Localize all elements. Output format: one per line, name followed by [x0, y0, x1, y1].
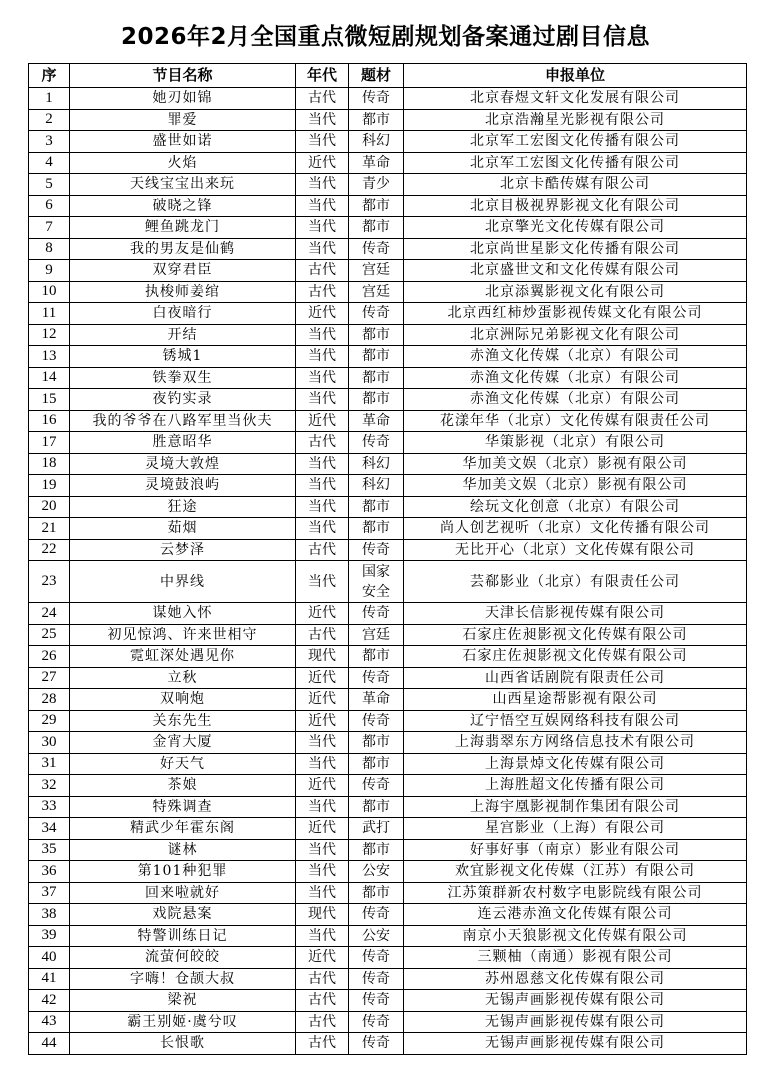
- cell-name: 锈城1: [70, 346, 296, 368]
- cell-no: 32: [29, 775, 70, 797]
- table-row: [29, 496, 747, 518]
- cell-unit: 好事好事（南京）影业有限公司: [404, 839, 747, 861]
- cell-no: 26: [29, 646, 70, 668]
- cell-name: 执梭师姜绾: [70, 281, 296, 303]
- cell-genre: 传奇: [349, 947, 404, 969]
- cell-name: 谋她入怀: [70, 603, 296, 625]
- table-row: [29, 925, 747, 947]
- cell-no: 11: [29, 303, 70, 325]
- cell-unit: 辽宁悟空互娱网络科技有限公司: [404, 710, 747, 732]
- cell-era: 古代: [296, 281, 349, 303]
- cell-no: 22: [29, 539, 70, 561]
- cell-unit: 北京军工宏图文化传播有限公司: [404, 131, 747, 153]
- table-row: [29, 389, 747, 411]
- header-name: 节目名称: [70, 64, 296, 88]
- cell-era: 当代: [296, 346, 349, 368]
- cell-era: 当代: [296, 367, 349, 389]
- cell-no: 37: [29, 882, 70, 904]
- table-row: [29, 88, 747, 110]
- cell-no: 6: [29, 195, 70, 217]
- cell-unit: 北京盛世文和文化传媒有限公司: [404, 260, 747, 282]
- table-row: [29, 818, 747, 840]
- cell-no: 18: [29, 453, 70, 475]
- cell-no: 38: [29, 904, 70, 926]
- table-row: [29, 518, 747, 540]
- cell-name: 字嗨！仓颉大叔: [70, 968, 296, 990]
- cell-unit: 无锡声画影视传媒有限公司: [404, 1011, 747, 1033]
- cell-genre: 革命: [349, 689, 404, 711]
- cell-genre: 传奇: [349, 968, 404, 990]
- cell-era: 当代: [296, 861, 349, 883]
- cell-unit: 上海翡翠东方网络信息技术有限公司: [404, 732, 747, 754]
- cell-unit: 华加美文娱（北京）影视有限公司: [404, 453, 747, 475]
- cell-name: 天线宝宝出来玩: [70, 174, 296, 196]
- header-row: [29, 64, 747, 88]
- cell-unit: 华加美文娱（北京）影视有限公司: [404, 475, 747, 497]
- cell-unit: 上海景焯文化传媒有限公司: [404, 753, 747, 775]
- cell-name: 灵境鼓浪屿: [70, 475, 296, 497]
- cell-era: 古代: [296, 260, 349, 282]
- table-row: [29, 1011, 747, 1033]
- cell-genre: 公安: [349, 925, 404, 947]
- cell-era: 现代: [296, 646, 349, 668]
- table-row: [29, 732, 747, 754]
- cell-genre: 公安: [349, 861, 404, 883]
- cell-name: 罪爱: [70, 109, 296, 131]
- cell-era: 当代: [296, 518, 349, 540]
- cell-genre: 都市: [349, 496, 404, 518]
- cell-era: 近代: [296, 818, 349, 840]
- cell-unit: 北京西红柿炒蛋影视传媒文化有限公司: [404, 303, 747, 325]
- table-row: [29, 324, 747, 346]
- cell-name: 茹烟: [70, 518, 296, 540]
- table-row: [29, 882, 747, 904]
- cell-no: 25: [29, 624, 70, 646]
- cell-era: 当代: [296, 453, 349, 475]
- cell-genre: 科幻: [349, 453, 404, 475]
- cell-name: 胜意昭华: [70, 432, 296, 454]
- cell-genre: 都市: [349, 367, 404, 389]
- cell-genre: 都市: [349, 109, 404, 131]
- cell-name: 回来啦就好: [70, 882, 296, 904]
- cell-unit: 三颗柚（南通）影视有限公司: [404, 947, 747, 969]
- cell-name: 谜林: [70, 839, 296, 861]
- cell-era: 当代: [296, 174, 349, 196]
- table-row: [29, 131, 747, 153]
- cell-genre: 都市: [349, 796, 404, 818]
- cell-unit: 上海胜超文化传播有限公司: [404, 775, 747, 797]
- cell-era: 古代: [296, 624, 349, 646]
- cell-unit: 天津长信影视传媒有限公司: [404, 603, 747, 625]
- table-row: [29, 968, 747, 990]
- cell-genre: 都市: [349, 753, 404, 775]
- cell-no: 9: [29, 260, 70, 282]
- cell-unit: 江苏策群新农村数字电影院线有限公司: [404, 882, 747, 904]
- cell-era: 当代: [296, 109, 349, 131]
- cell-name: 第101种犯罪: [70, 861, 296, 883]
- cell-unit: 星宫影业（上海）有限公司: [404, 818, 747, 840]
- cell-genre: 都市: [349, 217, 404, 239]
- table-row: [29, 839, 747, 861]
- cell-no: 31: [29, 753, 70, 775]
- cell-name: 破晓之锋: [70, 195, 296, 217]
- cell-unit: 苏州恩慈文化传媒有限公司: [404, 968, 747, 990]
- table-row: [29, 539, 747, 561]
- cell-no: 15: [29, 389, 70, 411]
- cell-no: 43: [29, 1011, 70, 1033]
- cell-no: 16: [29, 410, 70, 432]
- cell-genre: 都市: [349, 195, 404, 217]
- cell-genre: 传奇: [349, 710, 404, 732]
- cell-no: 3: [29, 131, 70, 153]
- cell-unit: 南京小天狼影视文化传媒有限公司: [404, 925, 747, 947]
- cell-era: 当代: [296, 839, 349, 861]
- table-row: [29, 432, 747, 454]
- table-row: [29, 152, 747, 174]
- cell-era: 古代: [296, 88, 349, 110]
- page-title: 2026年2月全国重点微短剧规划备案通过剧目信息: [120, 24, 651, 50]
- cell-genre: 都市: [349, 732, 404, 754]
- cell-no: 44: [29, 1033, 70, 1055]
- table-row: [29, 796, 747, 818]
- table-row: [29, 753, 747, 775]
- cell-era: 古代: [296, 1011, 349, 1033]
- cell-genre: 革命: [349, 410, 404, 432]
- cell-name: 狂途: [70, 496, 296, 518]
- cell-name: 铁拳双生: [70, 367, 296, 389]
- table-row: [29, 453, 747, 475]
- cell-no: 13: [29, 346, 70, 368]
- cell-era: 当代: [296, 389, 349, 411]
- cell-era: 近代: [296, 410, 349, 432]
- cell-name: 精武少年霍东阁: [70, 818, 296, 840]
- cell-genre: 都市: [349, 882, 404, 904]
- cell-no: 24: [29, 603, 70, 625]
- cell-unit: 芸郗影业（北京）有限责任公司: [404, 561, 747, 603]
- cell-no: 12: [29, 324, 70, 346]
- cell-name: 鲤鱼跳龙门: [70, 217, 296, 239]
- cell-no: 42: [29, 990, 70, 1012]
- table-row: [29, 603, 747, 625]
- cell-name: 双响炮: [70, 689, 296, 711]
- cell-unit: 北京卡酷传媒有限公司: [404, 174, 747, 196]
- cell-genre: 传奇: [349, 539, 404, 561]
- cell-no: 14: [29, 367, 70, 389]
- cell-name: 长恨歌: [70, 1033, 296, 1055]
- cell-genre: 革命: [349, 152, 404, 174]
- cell-name: 中界线: [70, 561, 296, 603]
- cell-genre: 都市: [349, 646, 404, 668]
- cell-unit: 花漾年华（北京）文化传媒有限责任公司: [404, 410, 747, 432]
- table-row: [29, 904, 747, 926]
- cell-genre: 传奇: [349, 990, 404, 1012]
- table-row: [29, 624, 747, 646]
- cell-name: 流萤何皎皎: [70, 947, 296, 969]
- cell-name: 白夜暗行: [70, 303, 296, 325]
- table-row: [29, 861, 747, 883]
- cell-name: 盛世如诺: [70, 131, 296, 153]
- cell-unit: 绘玩文化创意（北京）有限公司: [404, 496, 747, 518]
- cell-unit: 赤渔文化传媒（北京）有限公司: [404, 367, 747, 389]
- cell-genre: 都市: [349, 346, 404, 368]
- header-unit: 申报单位: [404, 64, 747, 88]
- table-row: [29, 238, 747, 260]
- cell-era: 近代: [296, 689, 349, 711]
- table-row: [29, 646, 747, 668]
- cell-unit: 北京尚世星影文化传播有限公司: [404, 238, 747, 260]
- header-no: 序: [29, 64, 70, 88]
- cell-name: 霸王别姬·虞兮叹: [70, 1011, 296, 1033]
- cell-era: 近代: [296, 775, 349, 797]
- cell-genre: 传奇: [349, 1033, 404, 1055]
- cell-unit: 北京军工宏图文化传播有限公司: [404, 152, 747, 174]
- cell-unit: 连云港赤渔文化传媒有限公司: [404, 904, 747, 926]
- cell-genre: 科幻: [349, 475, 404, 497]
- cell-name: 我的男友是仙鹤: [70, 238, 296, 260]
- cell-no: 23: [29, 561, 70, 603]
- cell-name: 茶娘: [70, 775, 296, 797]
- table-row: [29, 990, 747, 1012]
- cell-genre: 武打: [349, 818, 404, 840]
- cell-unit: 无锡声画影视传媒有限公司: [404, 1033, 747, 1055]
- table-row: [29, 689, 747, 711]
- cell-no: 19: [29, 475, 70, 497]
- cell-name: 灵境大敦煌: [70, 453, 296, 475]
- table-row: [29, 710, 747, 732]
- cell-name: 夜钓实录: [70, 389, 296, 411]
- table-row: [29, 195, 747, 217]
- cell-unit: 无锡声画影视传媒有限公司: [404, 990, 747, 1012]
- table-row: [29, 281, 747, 303]
- cell-no: 8: [29, 238, 70, 260]
- cell-unit: 北京洲际兄弟影视文化有限公司: [404, 324, 747, 346]
- cell-genre: 国家 安全: [349, 561, 404, 603]
- cell-genre: 传奇: [349, 904, 404, 926]
- cell-era: 近代: [296, 667, 349, 689]
- cell-genre: 宫廷: [349, 624, 404, 646]
- table-row: [29, 260, 747, 282]
- cell-unit: 北京目极视界影视文化有限公司: [404, 195, 747, 217]
- cell-era: 当代: [296, 796, 349, 818]
- cell-no: 29: [29, 710, 70, 732]
- cell-unit: 上海宇凰影视制作集团有限公司: [404, 796, 747, 818]
- table-row: [29, 775, 747, 797]
- cell-no: 7: [29, 217, 70, 239]
- cell-era: 近代: [296, 303, 349, 325]
- cell-era: 古代: [296, 968, 349, 990]
- cell-unit: 尚人创艺视听（北京）文化传播有限公司: [404, 518, 747, 540]
- cell-era: 古代: [296, 432, 349, 454]
- cell-name: 好天气: [70, 753, 296, 775]
- cell-no: 34: [29, 818, 70, 840]
- cell-no: 2: [29, 109, 70, 131]
- cell-genre: 传奇: [349, 667, 404, 689]
- cell-name: 霓虹深处遇见你: [70, 646, 296, 668]
- cell-era: 近代: [296, 947, 349, 969]
- cell-unit: 北京添翼影视文化有限公司: [404, 281, 747, 303]
- table-row: [29, 217, 747, 239]
- cell-unit: 北京浩瀚星光影视有限公司: [404, 109, 747, 131]
- table-row: [29, 109, 747, 131]
- cell-era: 近代: [296, 152, 349, 174]
- cell-no: 10: [29, 281, 70, 303]
- table-row: [29, 410, 747, 432]
- cell-name: 关东先生: [70, 710, 296, 732]
- cell-unit: 华策影视（北京）有限公司: [404, 432, 747, 454]
- cell-name: 戏院悬案: [70, 904, 296, 926]
- header-era: 年代: [296, 64, 349, 88]
- cell-era: 现代: [296, 904, 349, 926]
- cell-name: 立秋: [70, 667, 296, 689]
- cell-era: 当代: [296, 882, 349, 904]
- cell-no: 35: [29, 839, 70, 861]
- cell-genre: 青少: [349, 174, 404, 196]
- cell-name: 她刃如锦: [70, 88, 296, 110]
- cell-genre: 都市: [349, 324, 404, 346]
- cell-name: 梁祝: [70, 990, 296, 1012]
- table-row: [29, 174, 747, 196]
- cell-genre: 传奇: [349, 88, 404, 110]
- cell-unit: 赤渔文化传媒（北京）有限公司: [404, 346, 747, 368]
- cell-no: 30: [29, 732, 70, 754]
- cell-era: 古代: [296, 1033, 349, 1055]
- cell-no: 39: [29, 925, 70, 947]
- cell-era: 当代: [296, 131, 349, 153]
- cell-no: 20: [29, 496, 70, 518]
- cell-unit: 欢宜影视文化传媒（江苏）有限公司: [404, 861, 747, 883]
- drama-table: [28, 63, 747, 1055]
- cell-unit: 北京擎光文化传媒有限公司: [404, 217, 747, 239]
- cell-no: 4: [29, 152, 70, 174]
- cell-no: 1: [29, 88, 70, 110]
- cell-era: 当代: [296, 732, 349, 754]
- cell-era: 当代: [296, 496, 349, 518]
- cell-genre: 传奇: [349, 303, 404, 325]
- cell-genre: 都市: [349, 518, 404, 540]
- table-row: [29, 346, 747, 368]
- cell-unit: 山西星途帮影视有限公司: [404, 689, 747, 711]
- table-row: [29, 367, 747, 389]
- cell-unit: 北京春煜文轩文化发展有限公司: [404, 88, 747, 110]
- cell-unit: 山西省话剧院有限责任公司: [404, 667, 747, 689]
- cell-genre: 宫廷: [349, 260, 404, 282]
- cell-no: 17: [29, 432, 70, 454]
- table-row: [29, 561, 747, 603]
- cell-name: 双穿君臣: [70, 260, 296, 282]
- cell-unit: 赤渔文化传媒（北京）有限公司: [404, 389, 747, 411]
- cell-name: 金宵大厦: [70, 732, 296, 754]
- cell-genre: 传奇: [349, 238, 404, 260]
- cell-era: 古代: [296, 990, 349, 1012]
- cell-era: 当代: [296, 475, 349, 497]
- header-genre: 题材: [349, 64, 404, 88]
- cell-genre: 都市: [349, 839, 404, 861]
- cell-name: 特警训练日记: [70, 925, 296, 947]
- cell-era: 当代: [296, 238, 349, 260]
- cell-name: 开结: [70, 324, 296, 346]
- table-row: [29, 667, 747, 689]
- cell-name: 特殊调查: [70, 796, 296, 818]
- cell-era: 当代: [296, 324, 349, 346]
- cell-no: 40: [29, 947, 70, 969]
- cell-name: 我的爷爷在八路军里当伙夫: [70, 410, 296, 432]
- cell-genre: 宫廷: [349, 281, 404, 303]
- cell-no: 5: [29, 174, 70, 196]
- cell-era: 当代: [296, 753, 349, 775]
- table-body: [29, 88, 747, 1055]
- table-row: [29, 475, 747, 497]
- cell-no: 28: [29, 689, 70, 711]
- cell-name: 初见惊鸿、许来世相守: [70, 624, 296, 646]
- cell-no: 41: [29, 968, 70, 990]
- cell-era: 当代: [296, 217, 349, 239]
- cell-genre: 传奇: [349, 603, 404, 625]
- cell-unit: 无比开心（北京）文化传媒有限公司: [404, 539, 747, 561]
- cell-unit: 石家庄佐昶影视文化传媒有限公司: [404, 624, 747, 646]
- cell-no: 36: [29, 861, 70, 883]
- cell-era: 近代: [296, 710, 349, 732]
- cell-genre: 科幻: [349, 131, 404, 153]
- cell-era: 古代: [296, 539, 349, 561]
- cell-no: 27: [29, 667, 70, 689]
- table-row: [29, 1033, 747, 1055]
- cell-genre: 传奇: [349, 1011, 404, 1033]
- cell-unit: 石家庄佐昶影视文化传媒有限公司: [404, 646, 747, 668]
- cell-genre: 传奇: [349, 432, 404, 454]
- cell-no: 33: [29, 796, 70, 818]
- cell-era: 当代: [296, 925, 349, 947]
- cell-era: 当代: [296, 195, 349, 217]
- cell-no: 21: [29, 518, 70, 540]
- cell-name: 云梦泽: [70, 539, 296, 561]
- cell-name: 火焰: [70, 152, 296, 174]
- table-row: [29, 303, 747, 325]
- cell-era: 近代: [296, 603, 349, 625]
- cell-genre: 都市: [349, 389, 404, 411]
- cell-era: 当代: [296, 561, 349, 603]
- cell-genre: 传奇: [349, 775, 404, 797]
- table-row: [29, 947, 747, 969]
